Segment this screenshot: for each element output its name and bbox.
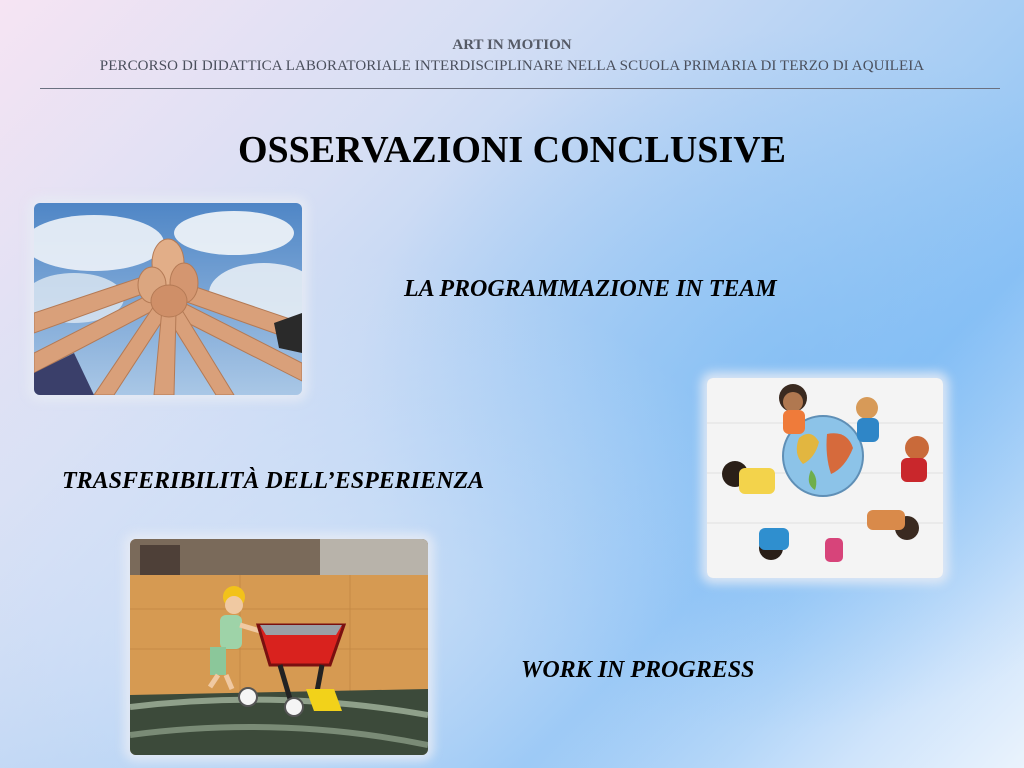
hands-together-photo: [34, 203, 302, 395]
children-around-globe-photo: [707, 378, 943, 578]
point-team-programming: LA PROGRAMMAZIONE IN TEAM: [404, 276, 777, 302]
header-divider: [40, 88, 1000, 89]
point-work-in-progress: WORK IN PROGRESS: [521, 657, 755, 683]
slide-title: OSSERVAZIONI CONCLUSIVE: [237, 129, 787, 171]
header-title: ART IN MOTION: [452, 37, 572, 53]
child-pushing-cart-photo: [130, 539, 428, 755]
header-subtitle: PERCORSO DI DIDATTICA LABORATORIALE INTERDISCIPLINARE NELLA SCUOLA PRIMARIA DI TERZO DI AQUILEIA: [99, 58, 925, 74]
point-transferability: TRASFERIBILITÀ DELL’ESPERIENZA: [62, 468, 485, 494]
